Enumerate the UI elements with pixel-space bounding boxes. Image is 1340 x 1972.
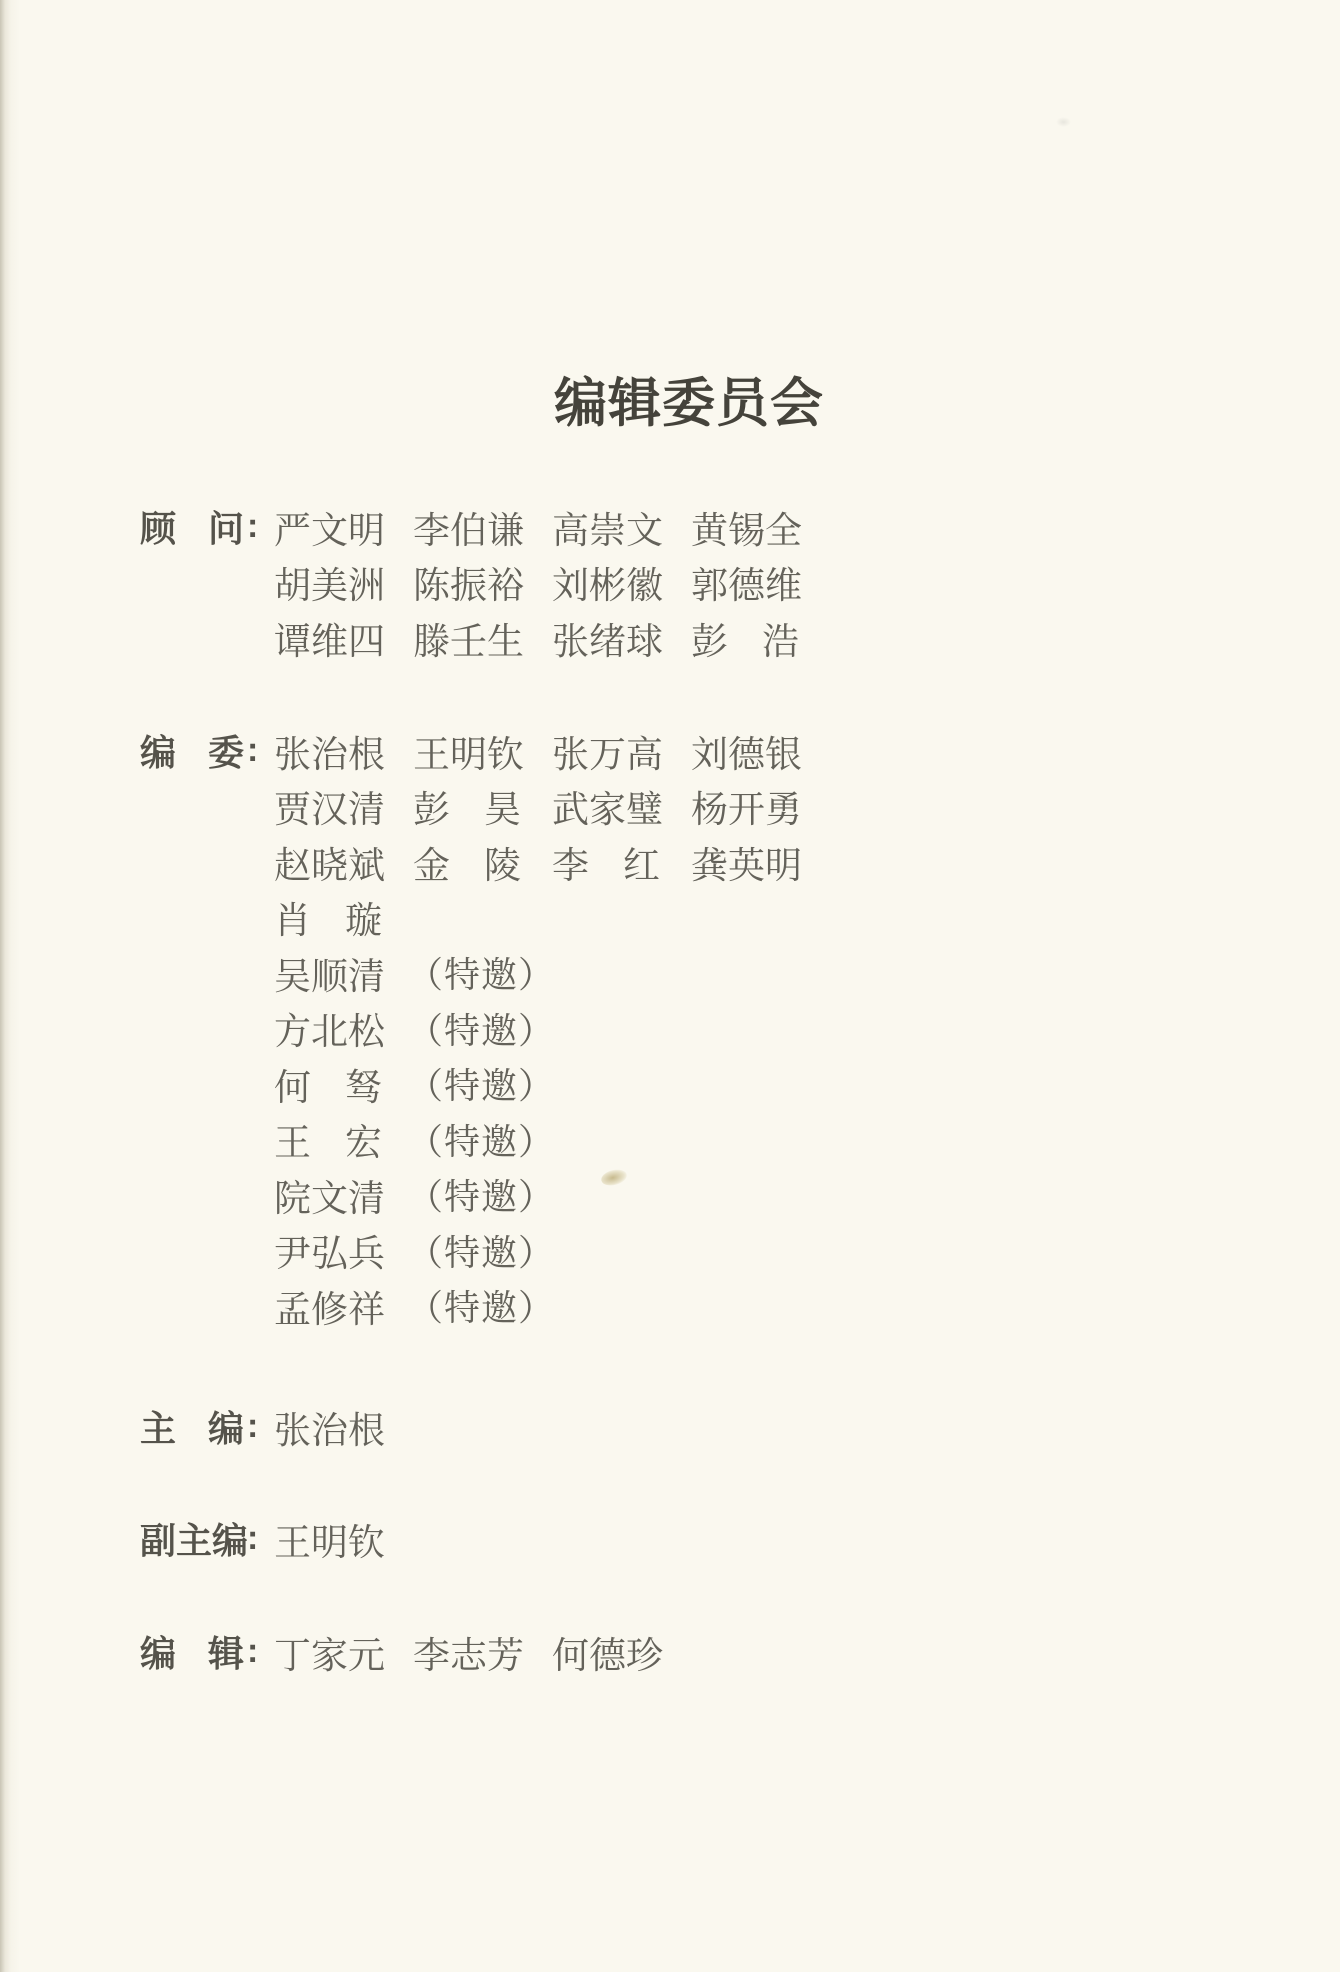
member-name: 高崇文 (552, 510, 663, 552)
section-chief-editor (140, 1399, 413, 1455)
member-name: 刘德银 (691, 734, 802, 776)
scan-dust-speck (1056, 117, 1071, 127)
member-name: 李志芳 (413, 1635, 524, 1677)
member-name: 严文明 (274, 510, 385, 552)
invited-tag: （特邀） (407, 1177, 556, 1218)
member-name: 彭昊 (413, 790, 521, 832)
member-name: 尹弘兵 (274, 1234, 385, 1276)
deputy-chief-editor-label-colon: : (247, 1519, 259, 1558)
advisors-label (140, 501, 274, 552)
editorial-board-row (140, 723, 830, 779)
chief-editor-label (140, 1401, 274, 1452)
advisors-row (140, 555, 830, 611)
editorial-board-row (140, 1167, 830, 1223)
editorial-board-row (140, 1223, 830, 1279)
page-title: 编辑委员会 (554, 375, 824, 433)
editorial-board-row (140, 779, 830, 835)
invited-tag: （特邀） (407, 1066, 556, 1107)
invited-tag: （特邀） (407, 1010, 556, 1051)
member-name: 龚英明 (691, 845, 802, 887)
chief-editor-row (140, 1399, 413, 1455)
member-name: 滕壬生 (413, 621, 524, 663)
member-name: 贾汉清 (274, 790, 385, 832)
advisors-row (140, 610, 830, 666)
member-name: 谭维四 (274, 621, 385, 663)
deputy-chief-editor-label (140, 1513, 274, 1564)
member-name: 何驽 (274, 1067, 382, 1109)
editorial-board-row (140, 945, 830, 1001)
member-name: 张治根 (274, 734, 385, 776)
chief-editor-label-text: 主编 (140, 1408, 244, 1450)
editors-label-colon: : (247, 1632, 259, 1671)
advisors-label-text: 顾问 (140, 508, 244, 550)
member-name: 张万高 (552, 734, 663, 776)
member-name: 张治根 (274, 1410, 385, 1452)
editorial-board-row (140, 1112, 830, 1168)
member-name: 郭德维 (691, 566, 802, 608)
deputy-chief-editor-label-text: 副主编 (140, 1520, 249, 1562)
member-name: 赵晓斌 (274, 845, 385, 887)
editorial-board-row (140, 1001, 830, 1057)
page-gutter-shadow (0, 0, 20, 1972)
member-name: 武家璧 (552, 790, 663, 832)
invited-tag: （特邀） (407, 1288, 556, 1329)
member-name: 王明钦 (274, 1522, 385, 1564)
editors-label (140, 1626, 274, 1677)
member-name: 金陵 (413, 845, 521, 887)
member-name: 彭浩 (691, 621, 799, 663)
member-name: 李红 (552, 845, 660, 887)
section-editorial-board (140, 723, 830, 1334)
editorial-board-label (140, 725, 274, 776)
advisors-label-colon: : (247, 507, 259, 546)
member-name: 胡美洲 (274, 566, 385, 608)
editors-row (140, 1624, 691, 1680)
advisors-row (140, 499, 830, 555)
member-name: 王明钦 (413, 734, 524, 776)
member-name: 方北松 (274, 1012, 385, 1054)
member-name: 丁家元 (274, 1635, 385, 1677)
member-name: 刘彬徽 (552, 566, 663, 608)
section-advisors (140, 499, 830, 666)
member-name: 孟修祥 (274, 1289, 385, 1331)
chief-editor-label-colon: : (247, 1407, 259, 1446)
invited-tag: （特邀） (407, 1121, 556, 1162)
member-name: 何德珍 (552, 1635, 663, 1677)
member-name: 院文清 (274, 1178, 385, 1220)
member-name: 吴顺清 (274, 956, 385, 998)
editorial-board-row (140, 890, 830, 946)
member-name: 杨开勇 (691, 790, 802, 832)
invited-tag: （特邀） (407, 1232, 556, 1273)
editorial-board-row (140, 1056, 830, 1112)
editorial-board-row (140, 834, 830, 890)
member-name: 肖璇 (274, 901, 382, 943)
editorial-board-label-colon: : (247, 731, 259, 770)
member-name: 王宏 (274, 1123, 382, 1165)
editors-label-text: 编辑 (140, 1633, 244, 1675)
section-editors (140, 1624, 691, 1680)
editorial-board-row (140, 1278, 830, 1334)
member-name: 张绪球 (552, 621, 663, 663)
deputy-chief-editor-row (140, 1511, 413, 1567)
editorial-board-label-text: 编委 (140, 732, 244, 774)
section-deputy-chief-editor (140, 1511, 413, 1567)
invited-tag: （特邀） (407, 955, 556, 996)
member-name: 陈振裕 (413, 566, 524, 608)
member-name: 黄锡全 (691, 510, 802, 552)
member-name: 李伯谦 (413, 510, 524, 552)
